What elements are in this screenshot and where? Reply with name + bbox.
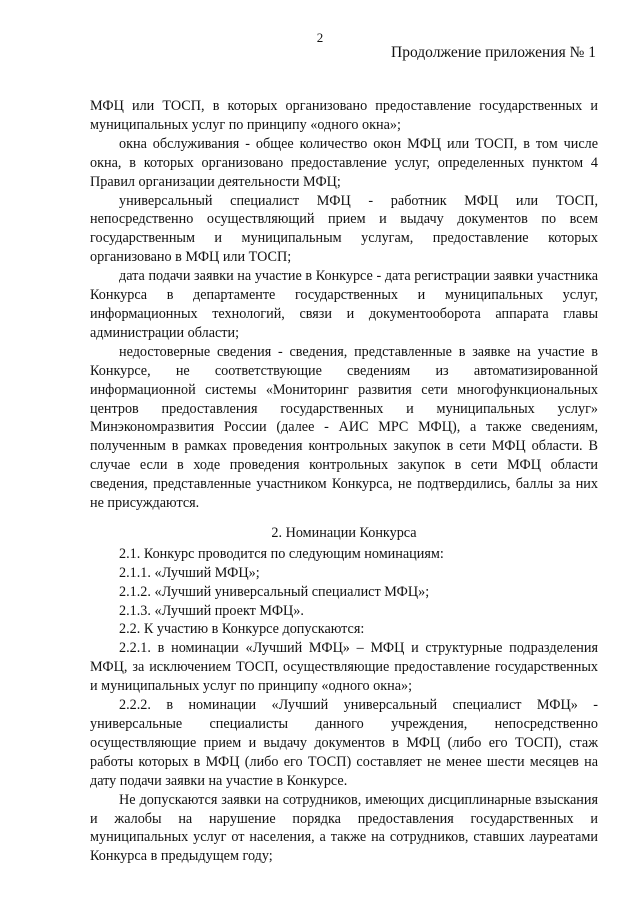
- document-body: [90, 97, 598, 866]
- clause-2-1-1: 2.1.1. «Лучший МФЦ»;: [119, 564, 260, 581]
- clause-2-1-3: 2.1.3. «Лучший проект МФЦ».: [119, 602, 304, 619]
- definition-service-windows: окна обслуживания - общее количество окон МФЦ или ТОСП, в том числе окна, в которых организовано предоставление услуг, определенных пунктом 4 Правил организации деятельности МФЦ;: [90, 135, 598, 190]
- definition-application-date: дата подачи заявки на участие в Конкурсе - дата регистрации заявки участника Конкурса в департаменте государственных и муниципальных услуг, информационных технологий, связи и документооборота аппарата главы администрации области;: [90, 268, 598, 341]
- clause-2-2-1: 2.2.1. в номинации «Лучший МФЦ» – МФЦ и структурные подразделения МФЦ, за исключением ТОСП, осуществляющие предоставление государственных и муниципальных услуг по принципу «одного окна»;: [90, 640, 598, 695]
- clause-2-2-2: 2.2.2. в номинации «Лучший универсальный специалист МФЦ» - универсальные специалисты данного учреждения, непосредственно осуществляющие прием и выдачу документов в МФЦ (либо его ТОСП), стаж работы которых в МФЦ (либо его ТОСП) составляет не менее шести месяцев на дату подачи заявки на участие в Конкурсе.: [90, 697, 598, 789]
- paragraph-continued: МФЦ или ТОСП, в которых организовано предоставление государственных и муниципальных услуг по принципу «одного окна»;: [90, 98, 598, 133]
- definition-unreliable-info: недостоверные сведения - сведения, представленные в заявке на участие в Конкурсе, не соответствующие сведениям из автоматизированной информационной системы «Мониторинг развития сети многофункциональных центров предоставления государственных и муниципальных услуг» Минэкономразвития России (далее - АИС МРС МФЦ), а также сведениям, полученным в рамках проведения контрольных закупок в сети МФЦ области. В случае если в ходе проведения контрольных закупок в сети МФЦ области сведения, представленные участником Конкурса, не подтвердились, баллы за них не присуждаются.: [90, 343, 598, 512]
- definition-universal-specialist: универсальный специалист МФЦ - работник МФЦ или ТОСП, непосредственно осуществляющий прием и выдачу документов по всем государственным и муниципальным услугам, предоставление которых организовано в МФЦ или ТОСП;: [90, 192, 598, 266]
- continuation-label: Продолжение приложения № 1: [391, 44, 596, 61]
- clause-2-2: 2.2. К участию в Конкурсе допускаются:: [119, 621, 365, 638]
- exclusion-paragraph: Не допускаются заявки на сотрудников, имеющих дисциплинарные взыскания и жалобы на нарушение порядка предоставления государственных и муниципальных услуг от населения, а также на сотрудников, ставших лауреатами Конкурса в предыдущем году;: [90, 791, 598, 865]
- page-number: 2: [316, 30, 324, 45]
- clause-2-1: 2.1. Конкурс проводится по следующим номинациям:: [119, 545, 444, 562]
- clause-2-1-2: 2.1.2. «Лучший универсальный специалист МФЦ»;: [119, 583, 430, 600]
- section-heading: 2. Номинации Конкурса: [271, 524, 417, 541]
